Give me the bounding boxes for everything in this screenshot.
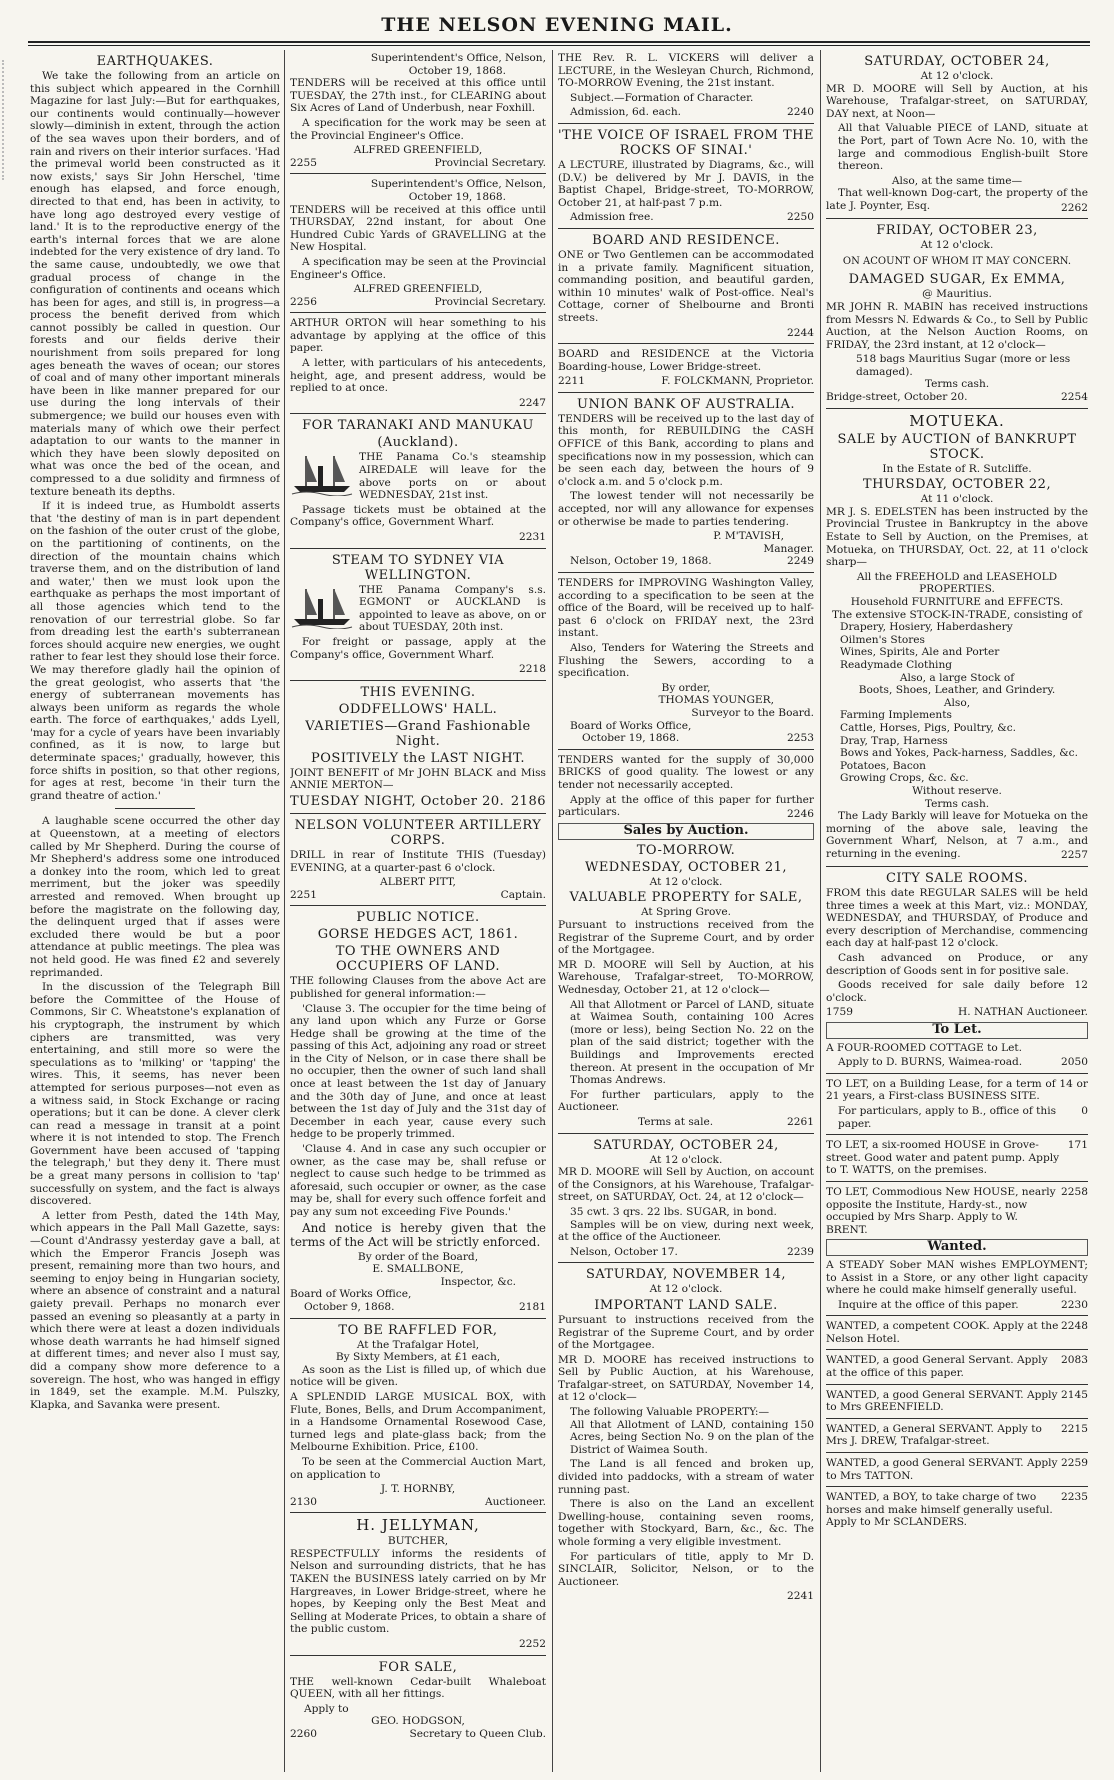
advert-sydney-steamer: STEAM TO SYDNEY VIA WELLINGTON. THE Panama Company's s.s. EGMONT or AUCKLAND is appointed to leave as above, on or about TUESDAY, 20th inst. For freight or passage, apply at the Company's office, Government Wharf. 2218 — [290, 552, 546, 676]
list-item: Bows and Yokes, Pack-harness, Saddles, &c. — [840, 747, 1078, 760]
advert-sugar-bond-sale: SATURDAY, OCTOBER 24, At 12 o'clock. MR D. MOORE will Sell by Auction, on account of the Consignors, at his Warehouse, Trafalgar-street, on SATURDAY, Oct. 24, at 12 o'clock— 35 cwt. 3 qrs. 22 lbs. SUGAR, in bond. Samples will be on view, during next week, at the office of the Auctioneer. Nelson, October 17. 2239 — [558, 1137, 814, 1258]
divider — [290, 1512, 546, 1513]
advert-board-residence: BOARD AND RESIDENCE. ONE or Two Gentlemen can be accommodated in a private family. Magnificent situation, commanding position, and beautiful garden, within 10 minutes' walk of Post-office. Neal's Cottage, corner of Shelbourne and Bronti streets. 2244 — [558, 232, 814, 339]
advert-lecture-vickers: THE Rev. R. L. VICKERS will deliver a LECTURE, in the Wesleyan Church, Richmond, TO-MORROW Evening, the 21st instant. Subject.—Formation of Character. Admission, 6d. each. 2240 — [558, 52, 814, 119]
advert-town-acre-sale: SATURDAY, OCTOBER 24, At 12 o'clock. MR D. MOORE will Sell by Auction, at his Warehouse, Trafalgar-street, on SATURDAY, DAY next, at Noon— All that Valuable PIECE of LAND, situate at the Port, part of Town Acre No. 10, with the large and commodious English-built Store thereon. Also, at the same time— That well-known Dog-cart, the property of the late J. Poynter, Esq. 2262 — [826, 54, 1088, 214]
divider — [558, 343, 814, 344]
list-item: Oilmen's Stores — [840, 633, 925, 646]
divider — [558, 392, 814, 393]
advert-victoria-boarding: BOARD and RESIDENCE at the Victoria Boarding-house, Lower Bridge-street. 2211 F. FOLCKMANN, Proprietor. — [558, 348, 814, 388]
list-item: Readymade Clothing — [840, 658, 953, 671]
section-banner-to-let: To Let. — [826, 1022, 1088, 1039]
column-1 — [30, 52, 280, 1768]
advert-spring-grove-sale: TO-MORROW. WEDNESDAY, OCTOBER 21, At 12 o'clock. VALUABLE PROPERTY for SALE, At Spring Grove. Pursuant to instructions received from the Registrar of the Supreme Court, and by order of the Mortgagee. MR D. MOORE will Sell by Auction, at his Warehouse, Trafalgar-street, TO-MORROW, Wednesday, October 21, at 12 o'clock— All that Allotment or Parcel of LAND, situate at Waimea South, containing 100 Acres (more or less), being Section No. 22 on the plan of the said district; together with the Buildings and Improvements erected thereon. At present in the occupation of Mr Thomas Andrews. For further particulars, apply to the Auctioneer. Terms at sale. 2261 — [558, 842, 814, 1128]
article-paragraph: We take the following from an article on this subject which appeared in the Cornhill Magazine for last July:—But for earthquakes, our continents would continually—however slowly—diminish in extent, through the action of the sea waves upon their borders, and of rain and rivers on their interior surfaces. 'Had the primeval world been constructed as it now exists,' says Sir John Herschel, 'time enough has elapsed, and force enough, directed to that end, has been in activity, to have long ago destroyed every vestige of land.' It is to the reproductive energy of the earth's internal forces that we are alone indebted for the very existence of dry land. To the same cause, undoubtedly, we owe that gradual process of change in the configuration of continents and oceans which has been for ages, and still is, in progress—a process the benefit derived from which cannot possibly be called in question. Our forests and our fields derive their nourishment from soils prepared for long ages beneath the waves of ocean; our stores of coal and of many other important minerals have been in like manner prepared for our use during the long intervals of their submergence; we build our houses even with materials many of which owe their perfect adaptation to our wants to the manner in which they have been slowly deposited on what was once the bed of the ocean, and compressed to a due solidity and firmness of texture beneath its depths. — [30, 70, 280, 498]
advert-motueka-bankrupt: MOTUEKA. SALE by AUCTION of BANKRUPT STOCK. In the Estate of R. Sutcliffe. THURSDAY, OCTOBER 22, At 11 o'clock. MR J. S. EDELSTEN has been instructed by the Provincial Trustee in Bankruptcy in the above Estate to Sell by Auction, on the Premises, at Motueka, on THURSDAY, Oct. 22, at 11 o'clock sharp— All the FREEHOLD and LEASEHOLD PROPERTIES. Household FURNITURE and EFFECTS. The extensive STOCK-IN-TRADE, consisting of Drapery, Hosiery, Haberdashery Oilmen's Stores Wines, Spirits, Ale and Porter Readymade Clothing Also, a large Stock of Boots, Shoes, Leather, and Grindery. Also, Farming Implements Cattle, Horses, Pigs, Poultry, &c. Dray, Trap, Harness Bows and Yokes, Pack-harness, Saddles, &c. Potatoes, Bacon Growing Crops, &c. &c. Without reserve. Terms cash. The Lady Barkly will leave for Motueka on the morning of the above sale, leaving the Government Wharf, Nelson, at 7 a.m., and returning in the evening. 2257 — [826, 411, 1088, 862]
divider — [558, 1133, 814, 1134]
advert-damaged-sugar: FRIDAY, OCTOBER 23, At 12 o'clock. ON ACOUNT OF WHOM IT MAY CONCERN. DAMAGED SUGAR, Ex EMMA, @ Mauritius. MR JOHN R. MABIN has received instructions from Messrs N. Edwards & Co., to Sell by Public Auction, at the Nelson Auction Rooms, on FRIDAY, the 23rd instant, at 12 o'clock— 518 bags Mauritius Sugar (more or less damaged). Terms cash. Bridge-street, October 20. 2254 — [826, 223, 1088, 404]
farm-list — [840, 709, 1088, 785]
divider — [290, 312, 546, 313]
advert-raffle: TO BE RAFFLED FOR, At the Trafalgar Hotel, By Sixty Members, at £1 each, As soon as the List is filled up, of which due notice will be given. A SPLENDID LARGE MUSICAL BOX, with Flute, Bones, Bells, and Drum Accompaniment, in a Handsome Ornamental Rosewood Case, turned legs and plate-glass back; from the Melbourne Exhibition. Price, £100. To be seen at the Commercial Auction Mart, on application to J. T. HORNBY, 2130 Auctioneer. — [290, 1322, 546, 1508]
advert-city-sale-rooms: CITY SALE ROOMS. FROM this date REGULAR SALES will be held three times a week at this Mart, viz.: MONDAY, WEDNESDAY, and THURSDAY, of Produce and every description of Merchandise, commencing each day at half-past 12 o'clock. Cash advanced on Produce, or any description of Goods sent in for positive sale. Goods received for sale daily before 12 o'clock. 1759 H. NATHAN Auctioneer. — [826, 871, 1088, 1019]
divider — [290, 905, 546, 906]
section-banner-wanted: Wanted. — [826, 1239, 1088, 1256]
divider — [558, 572, 814, 573]
column-2 — [290, 52, 546, 1768]
advert-gorse-notice: PUBLIC NOTICE. GORSE HEDGES ACT, 1861. TO THE OWNERS AND OCCUPIERS OF LAND. THE following Clauses from the above Act are published for general information:— 'Clause 3. The occupier for the time being of any land upon which any Furze or Gorse Hedge shall be growing at the time of the passing of this Act, adjoining any road or street in the City of Nelson, or in case there shall be no occupier, then the owner of such land shall once at least between the 1st day of January and the 30th day of June, and once at least between the 1st day of July and the 31st day of December in each year, cause every such hedge to be properly trimmed. 'Clause 4. And in case any such occupier or owner, as the case may be, shall refuse or neglect to cause such hedge to be trimmed as aforesaid, such occupier or owner, as the case may be, shall for every such offence forfeit and pay any sum not exceeding Five Pounds.' And notice is hereby given that the terms of the Act will be strictly enforced. By order of the Board, E. SMALLBONE, Inspector, &c. Board of Works Office, October 9, 1868. 2181 — [290, 910, 546, 1313]
list-item: Farming Implements — [840, 709, 952, 722]
article-paragraph: A letter from Pesth, dated the 14th May, which appears in the Pall Mall Gazette, says:—Count d'Andrassy yesterday gave a ball, at which the Emperor Francis Joseph was present, remaining more than two hours, and seeming to enjoy being in Hungarian society, where an absence of constraint and a natural gaiety prevail. Perhaps no monarch ever passed an evening so pleasantly at a party in which there were at least a dozen individuals whose death warrants he had himself signed at different times; and never also I must say, did a company show more deference to a sovereign. The host, who was hanged in effigy in 1849, set the example. M.M. Pulszky, Klapka, and Savanka were present. — [30, 1209, 280, 1411]
advert-wanted: A STEADY Sober MAN wishes EMPLOYMENT; to Assist in a Store, or any other light capacity where he could make himself generally useful. Inquire at the office of this paper. 2230 WANTED, a competent COOK. Apply at the Nelson Hotel. 2248 WANTED, a good General Servant. Apply at the office of this paper. 2083 WANTED, a good General SERVANT. Apply to Mrs GREENFIELD. 2145 WANTED, a General SERVANT. Apply to Mrs J. DREW, Trafalgar-street. 2215 WANTED, a good General SERVANT. Apply to Mrs TATTON. 2259 WANTED, a BOY, to take charge of two horses and make himself generally useful. Apply to Mr SCLANDERS. 2235 — [826, 1258, 1088, 1529]
column-4 — [826, 52, 1088, 1768]
divider — [115, 808, 195, 809]
divider — [558, 123, 814, 124]
advert-butcher: H. JELLYMAN, BUTCHER, RESPECTFULLY informs the residents of Nelson and surrounding districts, that he has TAKEN the BUSINESS lately carried on by Mr Hargreaves, in Lower Bridge-street, where he hopes, by Keeping only the Best Meat and Selling at Moderate Prices, to obtain a share of the public custom. 2252 — [290, 1516, 546, 1651]
list-item: Growing Crops, &c. &c. — [840, 772, 969, 785]
stock-list — [840, 621, 1088, 671]
divider — [290, 813, 546, 814]
list-item: Cattle, Horses, Pigs, Poultry, &c. — [840, 721, 1017, 734]
column-rule — [552, 50, 553, 1772]
masthead: THE NELSON EVENING MAIL. — [381, 14, 733, 36]
divider — [290, 1318, 546, 1319]
divider — [290, 548, 546, 549]
divider — [290, 1655, 546, 1656]
advert-tender-gravelling: Superintendent's Office, Nelson, October 19, 1868. TENDERS will be received at this office until THURSDAY, 22nd instant, for about One Hundred Cubic Yards of GRAVELLING at the New Hospital. A specification may be seen at the Provincial Engineer's Office. ALFRED GREENFIELD, 2256 Provincial Secretary. — [290, 178, 546, 308]
binding-edge — [2, 60, 12, 180]
list-item: Drapery, Hosiery, Haberdashery — [840, 621, 1013, 634]
divider — [826, 866, 1088, 867]
advert-lecture-israel: 'THE VOICE OF ISRAEL FROM THE ROCKS OF SINAI.' A LECTURE, illustrated by Diagrams, &c., will (D.V.) be delivered by Mr J. DAVIS, in the Baptist Chapel, Bridge-street, TO-MORROW, October 21, at half-past 7 p.m. Admission free. 2250 — [558, 127, 814, 224]
advert-artillery: NELSON VOLUNTEER ARTILLERY CORPS. DRILL in rear of Institute THIS (Tuesday) EVENING, at a quarter-past 6 o'clock. ALBERT PITT, 2251 Captain. — [290, 817, 546, 901]
list-item: Dray, Trap, Harness — [840, 734, 948, 747]
advert-whaleboat: FOR SALE, THE well-known Cedar-built Whaleboat QUEEN, with all her fittings. Apply to GEO. HODGSON, 2260 Secretary to Queen Club. — [290, 1659, 546, 1740]
advert-union-bank: UNION BANK OF AUSTRALIA. TENDERS will be received up to the last day of this month, for REBUILDING the CASH OFFICE of this Bank, according to plans and specifications now in my possession, which can be seen each day, between the hours of 9 o'clock a.m. and 5 o'clock p.m. The lowest tender will not necessarily be accepted, nor will any allowance for expenses or otherwise be made to parties tendering. P. M'TAVISH, Manager. Nelson, October 19, 1868. 2249 — [558, 396, 814, 568]
divider — [826, 408, 1088, 409]
advert-washington-valley: TENDERS for IMPROVING Washington Valley, according to a specification to be seen at the office of the Board, will be received up to half-past 6 o'clock on FRIDAY next, the 23rd instant. Also, Tenders for Watering the Streets and Flushing the Sewers, according to a specification. By order, THOMAS YOUNGER, Surveyor to the Board. Board of Works Office, October 19, 1868. 2253 — [558, 577, 814, 745]
advert-bricks: TENDERS wanted for the supply of 30,000 BRICKS of good quality. The lowest or any tender not necessarily accepted. Apply at the office of this paper for further particulars. 2246 — [558, 753, 814, 820]
section-banner-auctions: Sales by Auction. — [558, 823, 814, 840]
divider — [558, 1262, 814, 1263]
divider — [290, 680, 546, 681]
advert-land-sale: SATURDAY, NOVEMBER 14, At 12 o'clock. IMPORTANT LAND SALE. Pursuant to instructions received from the Registrar of the Supreme Court, and by order of the Mortgagee. MR D. MOORE has received instructions to Sell by Public Auction, at his Warehouse, Trafalgar-street, on SATURDAY, November 14, at 12 o'clock— The following Valuable PROPERTY:— All that Allotment of LAND, containing 150 Acres, being Section No. 9 on the plan of the District of Waimea South. The Land is all fenced and broken up, divided into paddocks, with a stream of water running past. There is also on the Land an excellent Dwelling-house, containing seven rooms, together with Stockyard, Barn, &c., &c. The whole forming a very eligible investment. For particulars of title, apply to Mr D. SINCLAIR, Solicitor, Nelson, or to the Auctioneer. 2241 — [558, 1267, 814, 1603]
steamship-icon — [290, 585, 354, 629]
column-rule — [284, 50, 285, 1772]
steamship-icon — [290, 452, 354, 496]
advert-tender-clearing: Superintendent's Office, Nelson, October 19, 1868. TENDERS will be received at this office until TUESDAY, the 27th inst., for CLEARING about Six Acres of Land of Underbush, near Foxhill. A specification for the work may be seen at the Provincial Engineer's Office. ALFRED GREENFIELD, 2255 Provincial Secretary. — [290, 52, 546, 169]
advert-arthur-orton: ARTHUR ORTON will hear something to his advantage by applying at the office of this paper. A letter, with particulars of his antecedents, height, age, and present address, would be replied to at once. 2247 — [290, 317, 546, 409]
advert-taranaki-steamer: FOR TARANAKI AND MANUKAU (Auckland). THE Panama Co.'s steamship AIREDALE will leave for the above ports on or about WEDNESDAY, 21st inst. Passage tickets must be obtained at the Company's office, Government Wharf. 2231 — [290, 418, 546, 543]
column-3 — [558, 52, 814, 1768]
article-paragraph: A laughable scene occurred the other day at Queenstown, at a meeting of electors called by Mr Shepherd. During the course of Mr Shepherd's address some one introduced a donkey into the room, which led to great merriment, but the joker was speedily arrested and removed. When brought up before the magistrate on the following day, the delinquent urged that if asses were excluded there would be but a poor attendance at public meetings. The plea was not held good. He was fined £2 and severely reprimanded. — [30, 815, 280, 979]
masthead-rule-thin — [28, 45, 1090, 46]
divider — [290, 413, 546, 414]
divider — [558, 749, 814, 750]
article-paragraph: In the discussion of the Telegraph Bill before the Committee of the House of Commons, Sir C. Wheatstone's explanation of his cryptograph, the instrument by which ciphers are transmitted, was very entertaining, and still more so were the speculations as to 'milking' or 'tapping' the wires. This, it seems, has never been attempted for serious purposes—not even as a witness said, in Stock Exchange or racing operations; but it can be done. A clever clerk can read a message in transit at a point where it is not intended to stop. The French Government have been accused of 'tapping the telegraph,' but they deny it. There must be a great many persons in collision to 'tap' successfully on system, and the fact is always discovered. — [30, 981, 280, 1208]
divider — [826, 218, 1088, 219]
list-item: Potatoes, Bacon — [840, 759, 926, 772]
divider — [290, 173, 546, 174]
article-paragraph: If it is indeed true, as Humboldt asserts that 'the destiny of man is in part dependent on the fashion of the outer crust of the globe, on the partitioning of continents, on the direction of the mountain chains which traverse them, and on the distribution of land and water,' then we must look upon the earthquake as perhaps the most important of all those agencies which tend to the renovation of our terrestrial globe. So far from dreading lest the earth's subterranean forces should acquire new energies, we ought rather to fear lest they should lose their force. We may therefore gladly hail the opinion of the great geologist, who asserts that 'the energy of subterranean movements has always been uniform as regards the whole earth. The force of earthquakes,' adds Lyell, 'may for a cycle of years have been invariably confined, as it is now, to large but determinate spaces;' gradually, however, this force shifts in position, so that other regions, for ages at rest, become 'in their turn the grand theatre of action.' — [30, 500, 280, 802]
divider — [558, 228, 814, 229]
list-item: Wines, Spirits, Ale and Porter — [840, 646, 1000, 659]
column-rule — [820, 50, 821, 1772]
advert-to-let: A FOUR-ROOMED COTTAGE to Let. Apply to D. BURNS, Waimea-road. 2050 TO LET, on a Building Lease, for a term of 14 or 21 years, a First-class BUSINESS SITE. For particulars, apply to B., office of this paper. 0 TO LET, a six-roomed HOUSE in Grove-street. Good water and patent pump. Apply to T. WATTS, on the premises. 171 TO LET, Commodious New HOUSE, nearly opposite the Institute, Hardy-st., now occupied by Mrs Sharp. Apply to W. BRENT. 2258 — [826, 1041, 1088, 1236]
advert-oddfellows: THIS EVENING. ODDFELLOWS' HALL. VARIETIES—Grand Fashionable Night. POSITIVELY the LAST NIGHT. JOINT BENEFIT of Mr JOHN BLACK and Miss ANNIE MERTON— TUESDAY NIGHT, October 20. 2186 — [290, 684, 546, 809]
article-title: EARTHQUAKES. — [96, 54, 214, 69]
masthead-rule — [28, 41, 1090, 43]
